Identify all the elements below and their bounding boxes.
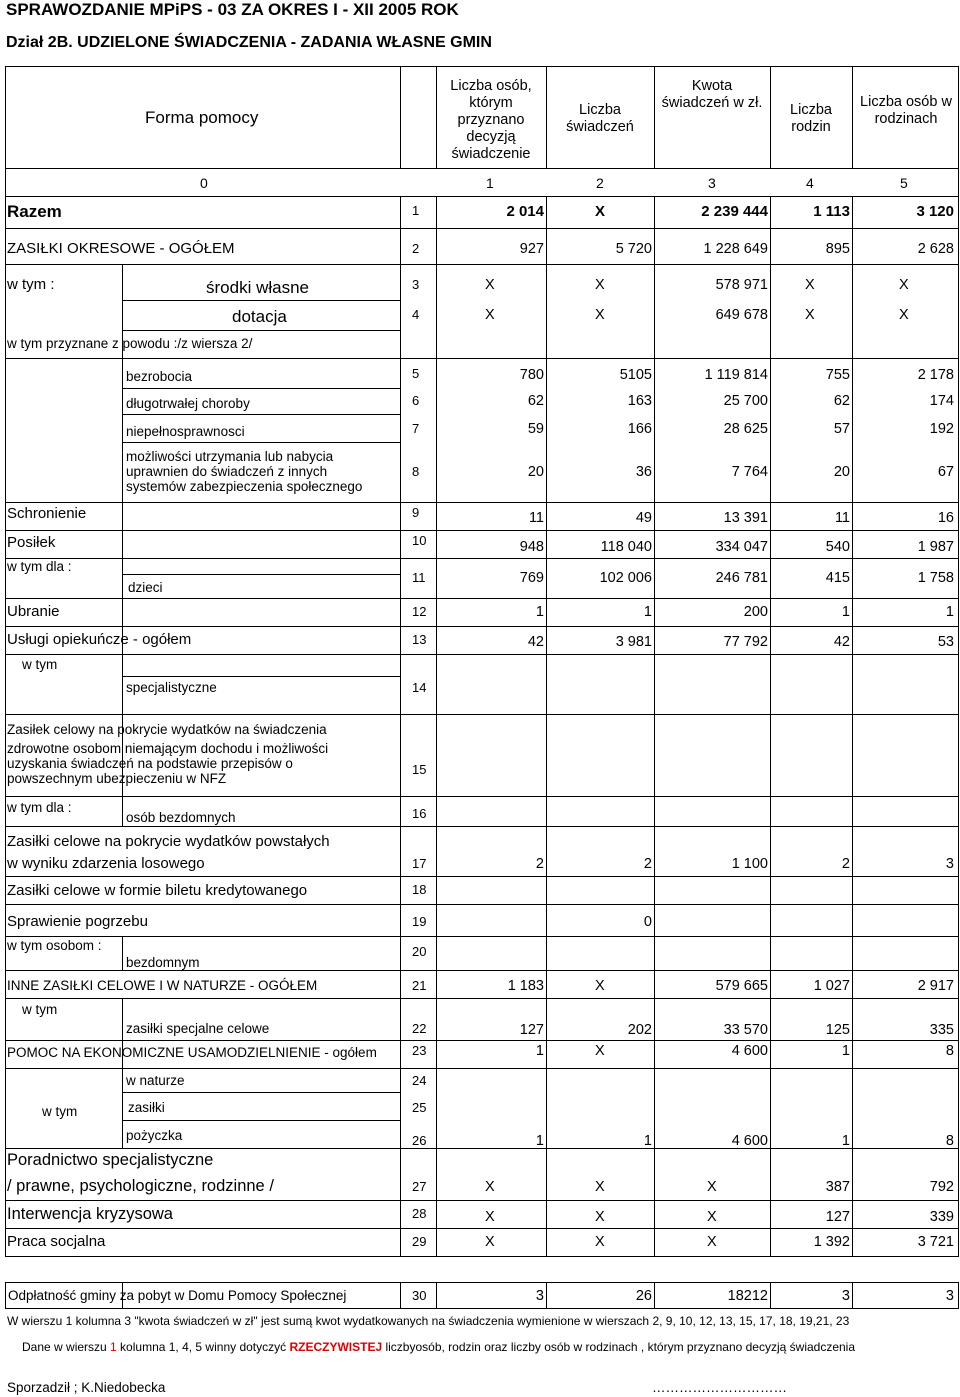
cell-value: 415 [825, 570, 850, 586]
cell-value: 649 678 [715, 307, 768, 323]
col-number-4: 4 [806, 175, 814, 191]
cell-value: 8 [945, 1043, 954, 1059]
cell-value: 13 391 [723, 510, 768, 526]
label-specjalistyczne: specjalistyczne [126, 680, 217, 695]
cell-value: 36 [635, 464, 652, 480]
cell-value: 1 027 [813, 978, 850, 994]
cell-value: 1 183 [507, 978, 544, 994]
cell-value: 1 [535, 604, 544, 620]
row-number: 18 [412, 882, 427, 897]
cell-value: X [485, 1234, 495, 1250]
label-zasilki-celowe2: w wyniku zdarzenia losowego [7, 855, 205, 872]
row-number: 24 [412, 1073, 427, 1088]
row-number: 29 [412, 1234, 427, 1249]
cell-value: 5 720 [615, 241, 652, 257]
label-bezdomnym: bezdomnym [126, 955, 200, 970]
cell-value: 59 [527, 421, 544, 437]
cell-value: 1 119 814 [704, 367, 768, 383]
cell-value: 246 781 [715, 570, 768, 586]
row-number: 10 [412, 533, 427, 548]
cell-value: 2 [841, 856, 850, 872]
col-number-0: 0 [200, 175, 208, 191]
cell-value: 20 [833, 464, 850, 480]
label-dotacja: dotacja [232, 307, 287, 326]
cell-value: 339 [929, 1209, 954, 1225]
label-wtym-dla2: w tym dla : [7, 800, 72, 815]
cell-value: 202 [627, 1022, 652, 1038]
label-bilet: Zasiłki celowe w formie biletu kredytowanego [7, 882, 308, 899]
cell-value: 26 [635, 1288, 652, 1304]
cell-value: 8 [945, 1133, 954, 1149]
cell-value: 7 764 [731, 464, 768, 480]
cell-value: 387 [825, 1179, 850, 1195]
cell-value: 11 [834, 510, 850, 526]
cell-value: X [595, 978, 605, 994]
cell-value: 163 [627, 393, 652, 409]
cell-value: 102 006 [599, 570, 652, 586]
cell-value: 118 040 [600, 539, 652, 555]
cell-value: 2 239 444 [701, 203, 768, 220]
cell-value: 2 014 [506, 203, 544, 220]
label-zdrowotne: zdrowotne osobom niemającym dochodu i możliwości uzyskania świadczeń na podstawie przepisów o powszechnym ubezpieczeniu w NFZ [7, 741, 329, 786]
row-number: 15 [412, 762, 427, 777]
report-title: SPRAWOZDANIE MPiPS - 03 ZA OKRES I - XII 2005 ROK [6, 0, 459, 19]
row-number: 3 [412, 277, 420, 292]
header-col4: Liczba rodzin [790, 102, 832, 135]
row-number: 20 [412, 944, 427, 959]
cell-value: X [595, 1043, 605, 1059]
row-number: 6 [412, 393, 420, 408]
cell-value: X [485, 307, 495, 323]
label-zasilek-celowy: Zasiłek celowy na pokrycie wydatków na świadczenia [7, 722, 327, 737]
cell-value: 334 047 [715, 539, 768, 555]
cell-value: X [485, 1179, 495, 1195]
section-title: Dział 2B. UDZIELONE ŚWIADCZENIA - ZADANIA WŁASNE GMIN [6, 34, 492, 51]
cell-value: 1 [945, 604, 954, 620]
row-number: 27 [412, 1179, 427, 1194]
cell-value: X [595, 1234, 605, 1250]
cell-value: 1 [535, 1133, 544, 1149]
cell-value: X [899, 307, 909, 323]
row-number: 4 [412, 307, 420, 322]
cell-value: 895 [825, 241, 850, 257]
cell-value: 1 [841, 604, 850, 620]
cell-value: 2 917 [917, 978, 954, 994]
cell-value: 2 628 [917, 241, 954, 257]
header-col3: Kwota świadczeń w zł. [661, 78, 763, 111]
cell-value: 25 700 [723, 393, 768, 409]
cell-value: 1 228 649 [703, 241, 768, 257]
cell-value: 769 [519, 570, 544, 586]
cell-value: 3 721 [917, 1234, 954, 1250]
col-number-5: 5 [900, 175, 908, 191]
cell-value: 3 [841, 1288, 850, 1304]
label-pogrzeb: Sprawienie pogrzebu [7, 913, 148, 930]
label-zasilki: zasiłki [128, 1100, 165, 1115]
label-poradnictwo1: Poradnictwo specjalistyczne [7, 1151, 214, 1169]
cell-value: 2 [535, 856, 544, 872]
label-wtym-osobom: w tym osobom : [7, 938, 102, 953]
cell-value: 20 [527, 464, 544, 480]
label-mozliwosci: możliwości utrzymania lub nabycia uprawnien do świadczeń z innych systemów zabezpieczenia społecznego [126, 449, 363, 494]
signature-prepared-by: Sporzadził ; K.Niedobecka [7, 1380, 166, 1395]
label-bezrobocia: bezrobocia [126, 369, 193, 384]
note-2: Dane w wierszu 1 kolumna 1, 4, 5 winny dotyczyć RZECZYWISTEJ liczbyosób, rodzin oraz liczby osób w rodzinach , którym przyznano decyzją świadczenia [22, 1340, 856, 1354]
cell-value: 792 [929, 1179, 954, 1195]
cell-value: X [595, 1209, 605, 1225]
row-number: 7 [412, 421, 420, 436]
row-number: 5 [412, 366, 420, 381]
cell-value: 0 [643, 914, 652, 930]
cell-value: 5105 [619, 367, 652, 383]
cell-value: 67 [937, 464, 954, 480]
row-number: 25 [412, 1100, 427, 1115]
cell-value: 1 [841, 1043, 850, 1059]
label-wtym-dla: w tym dla : [7, 559, 72, 574]
cell-value: 1 [535, 1043, 544, 1059]
cell-value: 127 [825, 1209, 850, 1225]
label-praca: Praca socjalna [7, 1233, 106, 1250]
cell-value: 3 981 [615, 634, 652, 650]
cell-value: 42 [527, 634, 544, 650]
label-schronienie: Schronienie [7, 505, 87, 522]
row-number: 21 [412, 978, 427, 993]
label-wtym4: w tym [42, 1104, 78, 1119]
cell-value: X [707, 1179, 717, 1195]
label-wtym: w tym : [7, 276, 55, 293]
label-dzieci: dzieci [128, 580, 163, 595]
cell-value: 174 [929, 393, 954, 409]
cell-value: X [899, 277, 909, 293]
cell-value: 1 987 [917, 539, 954, 555]
label-posilek: Posiłek [7, 534, 56, 551]
label-inne: INNE ZASIŁKI CELOWE I W NATURZE - OGÓŁEM [7, 978, 318, 993]
label-dlugotrwalej: długotrwałej choroby [126, 396, 250, 411]
label-pomoc: POMOC NA EKONOMICZNE USAMODZIELNIENIE - ogółem [7, 1045, 377, 1060]
label-odplatnosc: Odpłatność gminy za pobyt w Domu Pomocy Społecznej [8, 1288, 347, 1303]
cell-value: 62 [833, 393, 850, 409]
label-zasilki-okresowe: ZASIŁKI OKRESOWE - OGÓŁEM [7, 240, 235, 257]
cell-value: 1 [643, 1133, 652, 1149]
label-wtym2: w tym [22, 657, 58, 672]
label-wtym-przyznane: w tym przyznane z powodu :/z wiersza 2/ [7, 336, 253, 351]
row-number: 30 [412, 1288, 427, 1303]
cell-value: 57 [833, 421, 850, 437]
row-number: 16 [412, 806, 427, 821]
cell-value: 755 [825, 367, 850, 383]
cell-value: 18212 [727, 1288, 768, 1304]
col-number-2: 2 [596, 175, 604, 191]
label-srodki-wlasne: środki własne [206, 278, 309, 297]
label-wtym3: w tym [22, 1002, 58, 1017]
cell-value: 335 [929, 1022, 954, 1038]
cell-value: 125 [825, 1022, 850, 1038]
cell-value: 1 113 [813, 203, 850, 220]
label-zasilki-specjalne: zasiłki specjalne celowe [126, 1021, 270, 1036]
row-number: 2 [412, 241, 420, 256]
cell-value: X [485, 277, 495, 293]
cell-value: 77 792 [723, 634, 768, 650]
label-razem: Razem [7, 202, 62, 221]
cell-value: 33 570 [723, 1022, 768, 1038]
row-number: 14 [412, 680, 427, 695]
cell-value: 578 971 [715, 277, 768, 293]
cell-value: X [485, 1209, 495, 1225]
signature-dots: ………………………… [652, 1380, 787, 1395]
row-number: 17 [412, 856, 427, 871]
cell-value: 3 [945, 1288, 954, 1304]
cell-value: 166 [627, 421, 652, 437]
col-number-3: 3 [708, 175, 716, 191]
cell-value: 28 625 [723, 421, 768, 437]
cell-value: 2 178 [917, 367, 954, 383]
cell-value: 127 [519, 1022, 544, 1038]
cell-value: 2 [643, 856, 652, 872]
cell-value: 927 [519, 241, 544, 257]
col-number-1: 1 [486, 175, 494, 191]
cell-value: 4 600 [731, 1043, 768, 1059]
row-number: 13 [412, 632, 427, 647]
cell-value: 200 [743, 604, 768, 620]
note-1: W wierszu 1 kolumna 3 "kwota świadczeń w zł" jest sumą kwot wydatkowanych na świadczenia wymienione w wierszach 2, 9, 10, 12, 13, 15, 17, 18, 19,21, 23 [7, 1314, 850, 1328]
cell-value: 53 [937, 634, 954, 650]
cell-value: 540 [825, 539, 850, 555]
row-number: 26 [412, 1133, 427, 1148]
cell-value: 1 392 [813, 1234, 850, 1250]
label-interwencja: Interwencja kryzysowa [7, 1205, 173, 1223]
cell-value: 3 [945, 856, 954, 872]
row-number: 23 [412, 1043, 427, 1058]
cell-value: X [595, 277, 605, 293]
header-col5: Liczba osób w rodzinach [860, 94, 952, 127]
cell-value: X [805, 307, 815, 323]
cell-value: 42 [833, 634, 850, 650]
label-poradnictwo2: / prawne, psychologiczne, rodzinne / [7, 1177, 274, 1195]
row-number: 19 [412, 914, 427, 929]
cell-value: 1 [841, 1133, 850, 1149]
label-osob-bezdomnych: osób bezdomnych [126, 810, 236, 825]
row-number: 12 [412, 604, 427, 619]
cell-value: X [595, 1179, 605, 1195]
cell-value: 192 [929, 421, 954, 437]
row-number: 11 [412, 570, 426, 585]
cell-value: X [595, 307, 605, 323]
cell-value: 49 [635, 510, 652, 526]
label-pozyczka: pożyczka [126, 1128, 183, 1143]
cell-value: 780 [519, 367, 544, 383]
label-niepelnosprawnosci: niepełnosprawnosci [126, 424, 245, 439]
header-col1: Liczba osób, którym przyznano decyzją świadczenie [450, 78, 532, 162]
cell-value: 1 758 [917, 570, 954, 586]
cell-value: 1 100 [731, 856, 768, 872]
cell-value: 4 600 [731, 1133, 768, 1149]
cell-value: X [707, 1234, 717, 1250]
header-col2: Liczba świadczeń [566, 102, 634, 135]
cell-value: 3 120 [916, 203, 954, 220]
row-number: 28 [412, 1206, 427, 1221]
cell-value: 16 [937, 510, 954, 526]
header-forma: Forma pomocy [145, 108, 259, 127]
cell-value: 62 [527, 393, 544, 409]
row-number: 1 [412, 203, 420, 218]
cell-value: 11 [528, 510, 544, 526]
cell-value: X [805, 277, 815, 293]
label-zasilki-celowe1: Zasiłki celowe na pokrycie wydatków powstałych [7, 833, 330, 850]
cell-value: 3 [535, 1288, 544, 1304]
cell-value: X [595, 203, 606, 220]
row-number: 22 [412, 1021, 427, 1036]
cell-value: 579 665 [715, 978, 768, 994]
label-uslugi: Usługi opiekuńcze - ogółem [7, 631, 192, 648]
label-w-naturze: w naturze [126, 1073, 185, 1088]
cell-value: 1 [643, 604, 652, 620]
cell-value: X [707, 1209, 717, 1225]
cell-value: 948 [519, 539, 544, 555]
row-number: 9 [412, 505, 420, 520]
row-number: 8 [412, 464, 420, 479]
label-ubranie: Ubranie [7, 603, 60, 620]
